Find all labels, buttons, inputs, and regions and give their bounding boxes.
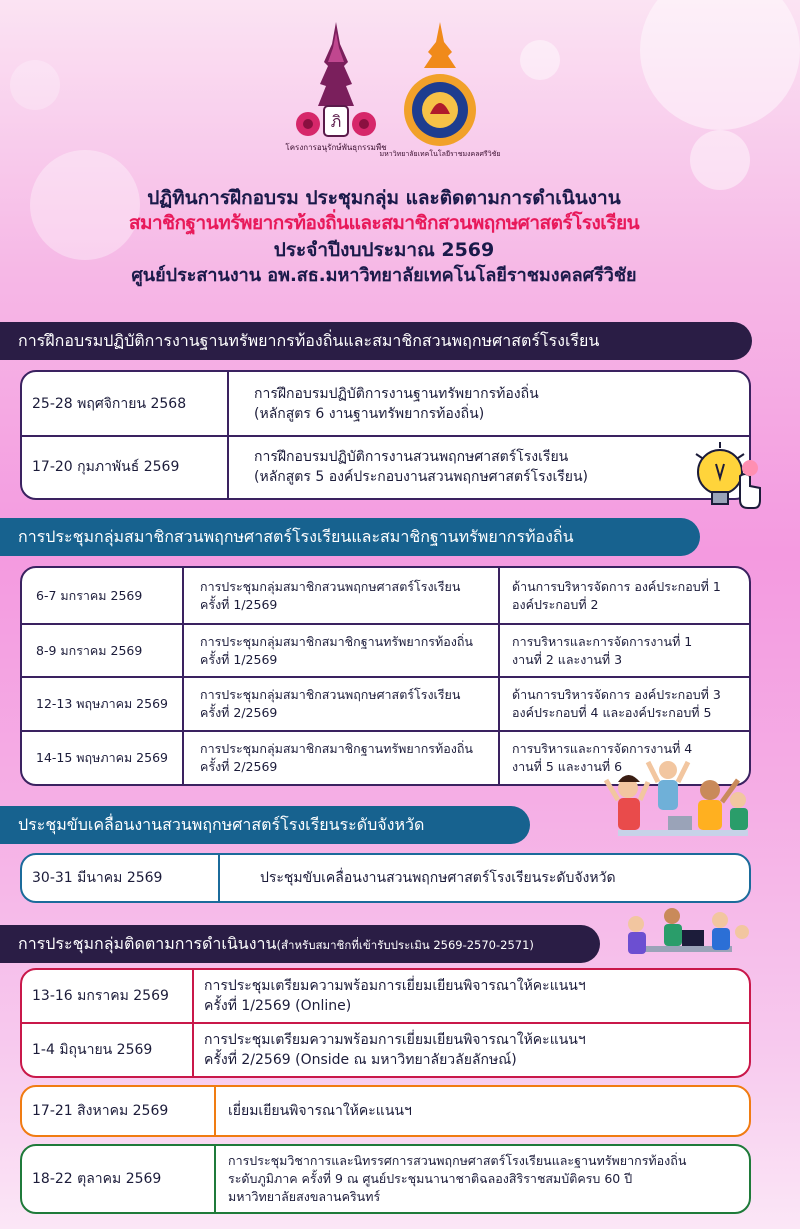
row-date: 12-13 พฤษภาคม 2569 — [36, 696, 168, 711]
row-topic: ด้านการบริหารจัดการ องค์ประกอบที่ 1 องค์ประกอบที่ 2 — [512, 578, 721, 612]
row-meeting: การประชุมกลุ่มสมาชิกสมาชิกฐานทรัพยากรท้องถิ่น ครั้งที่ 2/2569 — [200, 741, 473, 774]
row-date: 6-7 มกราคม 2569 — [36, 587, 143, 603]
section1-title: การฝึกอบรมปฏิบัติการงานฐานทรัพยากรท้องถิ่นและสมาชิกสวนพฤกษศาสตร์โรงเรียน — [18, 331, 600, 350]
row-date: 30-31 มีนาคม 2569 — [32, 869, 163, 886]
section1-banner — [0, 322, 752, 360]
row-desc: การประชุมวิชาการและนิทรรศการสวนพฤกษศาสตร์โรงเรียนและฐานทรัพยากรท้องถิ่น ระดับภูมิภาค ครั้งที่ 9 ณ ศูนย์ประชุมนานาชาติฉลองสิริราชสมบัติครบ 60 ปี มหาวิทยาลัยสงขลานครินทร์ — [228, 1152, 687, 1204]
row-desc: การประชุมเตรียมความพร้อมการเยี่ยมเยียนพิจารณาให้คะแนนฯ ครั้งที่ 2/2569 (Onside ณ มหาวิทยาลัยวลัยลักษณ์) — [204, 1032, 586, 1068]
table-row — [22, 1087, 749, 1134]
section4-title: การประชุมกลุ่มติดตามการดำเนินงาน — [18, 934, 277, 953]
meeting-people-illustration — [612, 906, 752, 966]
row-meeting: การประชุมกลุ่มสมาชิกสวนพฤกษศาสตร์โรงเรียน ครั้งที่ 1/2569 — [200, 578, 461, 612]
section2-title: การประชุมกลุ่มสมาชิกสวนพฤกษศาสตร์โรงเรียนและสมาชิกฐานทรัพยากรท้องถิ่น — [18, 527, 574, 546]
page-header — [0, 186, 768, 289]
row-date: 17-20 กุมภาพันธ์ 2569 — [32, 459, 180, 475]
table-row — [22, 1024, 749, 1076]
row-date: 18-22 ตุลาคม 2569 — [32, 1170, 162, 1187]
header-line-4: ศูนย์ประสานงาน อพ.สธ.มหาวิทยาลัยเทคโนโลยีราชมงคลศรีวิชัย — [131, 265, 637, 286]
section4-table-b — [20, 1085, 751, 1137]
logo-area — [0, 22, 768, 167]
header-line-2: สมาชิกฐานทรัพยากรท้องถิ่นและสมาชิกสวนพฤกษศาสตร์โรงเรียน — [128, 212, 640, 234]
row-meeting: การประชุมกลุ่มสมาชิกสมาชิกฐานทรัพยากรท้องถิ่น ครั้งที่ 1/2569 — [200, 633, 473, 667]
section4-subtitle: (สำหรับสมาชิกที่เข้ารับประเมิน 2569-2570-2571) — [276, 938, 534, 952]
row-desc: การฝึกอบรมปฏิบัติการงานฐานทรัพยากรท้องถิ่น (หลักสูตร 6 งานฐานทรัพยากรท้องถิ่น) — [254, 385, 539, 422]
plant-genetic-logo — [285, 22, 387, 162]
header-line-1: ปฏิทินการฝึกอบรม ประชุมกลุ่ม และติดตามการดำเนินงาน — [147, 187, 621, 209]
lightbulb-hand-icon — [690, 442, 762, 522]
section3-banner — [0, 806, 530, 844]
table-row — [22, 568, 749, 623]
row-date: 17-21 สิงหาคม 2569 — [32, 1102, 169, 1119]
table-row — [22, 855, 749, 900]
table-row — [22, 372, 749, 435]
row-desc: การประชุมเตรียมความพร้อมการเยี่ยมเยียนพิจารณาให้คะแนนฯ ครั้งที่ 1/2569 (Online) — [204, 978, 586, 1014]
section2-table — [20, 566, 751, 786]
table-row — [22, 625, 749, 676]
row-date: 8-9 มกราคม 2569 — [36, 642, 143, 658]
row-date: 25-28 พฤศจิกายน 2568 — [32, 395, 187, 412]
header-line-3: ประจำปีงบประมาณ 2569 — [273, 239, 495, 261]
row-desc: เยี่ยมเยียนพิจารณาให้คะแนนฯ — [228, 1102, 412, 1119]
svg-text:ภิ: ภิ — [330, 112, 342, 131]
section4-banner — [0, 925, 600, 963]
row-topic: การบริหารและการจัดการงานที่ 1 งานที่ 2 และงานที่ 3 — [512, 633, 693, 667]
row-date: 13-16 มกราคม 2569 — [32, 988, 169, 1004]
row-date: 1-4 มิถุนายน 2569 — [32, 1042, 153, 1058]
row-topic: การบริหารและการจัดการงานที่ 4 งานที่ 5 และงานที่ 6 — [512, 741, 693, 774]
table-row — [22, 437, 749, 497]
section3-title: ประชุมขับเคลื่อนงานสวนพฤกษศาสตร์โรงเรียนระดับจังหวัด — [18, 815, 425, 834]
row-desc: การฝึกอบรมปฏิบัติการงานสวนพฤกษศาสตร์โรงเรียน (หลักสูตร 5 องค์ประกอบงานสวนพฤกษศาสตร์โรงเรียน) — [254, 449, 588, 485]
section4-table-a — [20, 968, 751, 1078]
svg-text:มหาวิทยาลัยเทคโนโลยีราชมงคลศรี: มหาวิทยาลัยเทคโนโลยีราชมงคลศรีวิชัย — [379, 150, 501, 158]
svg-text:โครงการอนุรักษ์พันธุกรรมพืช: โครงการอนุรักษ์พันธุกรรมพืช — [285, 143, 387, 152]
row-topic: ด้านการบริหารจัดการ องค์ประกอบที่ 3 องค์ประกอบที่ 4 และองค์ประกอบที่ 5 — [512, 687, 721, 720]
celebrating-people-illustration — [598, 760, 758, 855]
section3-table — [20, 853, 751, 903]
table-row — [22, 678, 749, 730]
section2-banner — [0, 518, 700, 556]
rmutsv-logo — [379, 22, 501, 162]
row-meeting: การประชุมกลุ่มสมาชิกสวนพฤกษศาสตร์โรงเรียน ครั้งที่ 2/2569 — [200, 687, 461, 720]
section4-table-c — [20, 1144, 751, 1214]
table-row — [22, 1146, 749, 1211]
row-desc: ประชุมขับเคลื่อนงานสวนพฤกษศาสตร์โรงเรียนระดับจังหวัด — [260, 869, 616, 886]
row-date: 14-15 พฤษภาคม 2569 — [36, 750, 168, 765]
section1-table — [20, 370, 751, 500]
table-row — [22, 970, 749, 1022]
